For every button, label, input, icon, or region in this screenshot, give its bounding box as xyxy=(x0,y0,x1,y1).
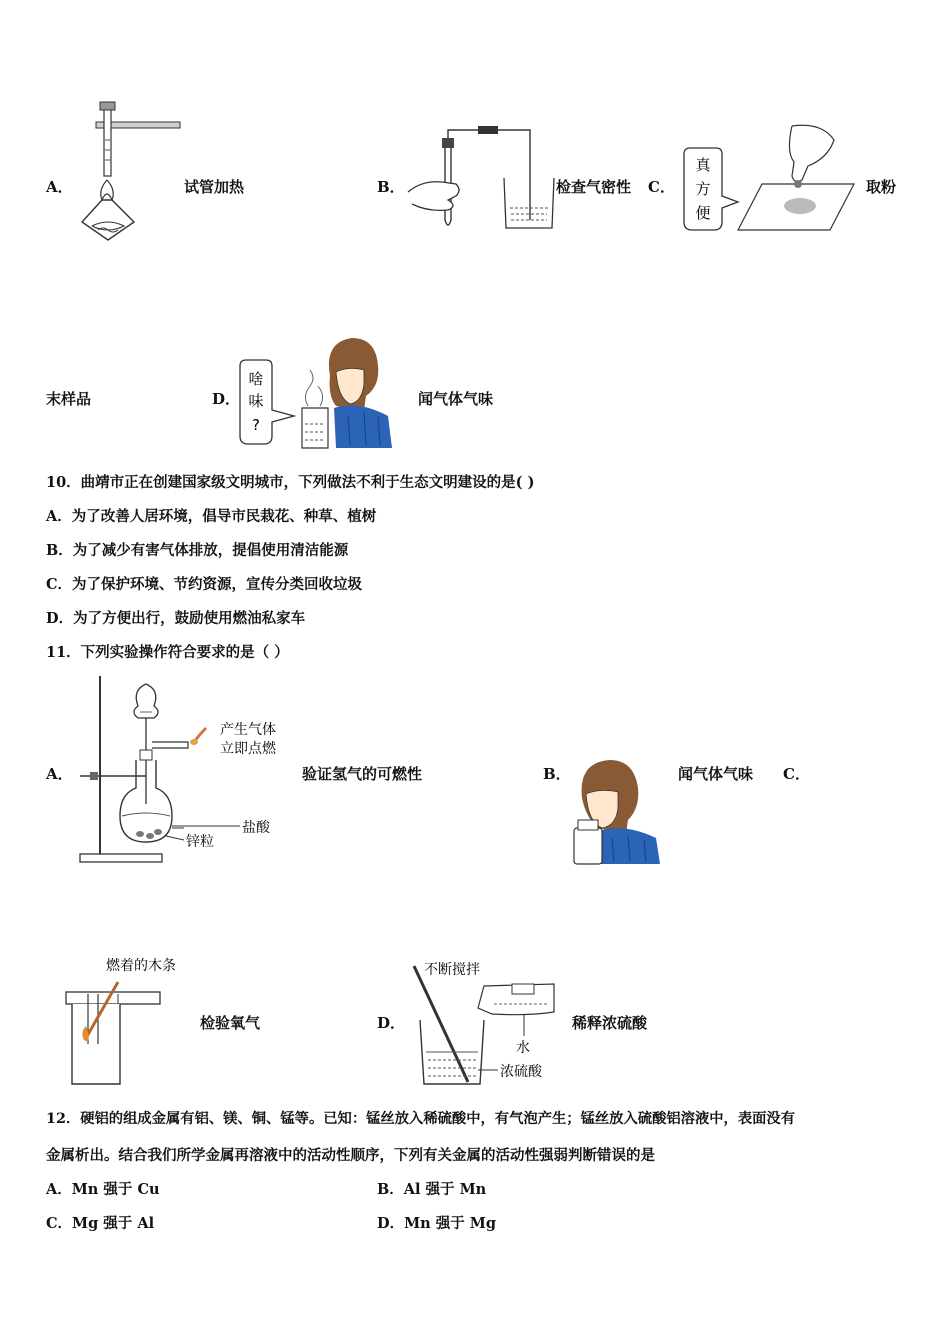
q9-c-bubble-char-3: 便 xyxy=(695,204,711,222)
q9-option-a-letter: A． xyxy=(46,178,73,196)
q10-stem: 10．曲靖市正在创建国家级文明城市，下列做法不利于生态文明建设的是( ) xyxy=(46,474,535,491)
q9-option-a-caption: 试管加热 xyxy=(184,178,245,196)
q11-option-a-caption: 验证氢气的可燃性 xyxy=(302,765,423,783)
q12-option-a: A．Mn 强于 Cu xyxy=(46,1181,160,1198)
q10-option-d: D．为了方便出行，鼓励使用燃油私家车 xyxy=(46,610,306,627)
q11-option-b-caption: 闻气体气味 xyxy=(678,765,754,783)
q10-option-c: C．为了保护环境、节约资源，宣传分类回收垃圾 xyxy=(46,576,363,593)
q9-figure-b-airtightness-check xyxy=(408,120,558,235)
q11-option-d-letter: D． xyxy=(377,1014,406,1032)
q11-d-label-acid: 浓硫酸 xyxy=(500,1064,542,1080)
q11-option-c-caption: 检验氧气 xyxy=(200,1014,261,1032)
q12-option-c: C．Mg 强于 Al xyxy=(46,1215,155,1232)
q12-option-d: D．Mn 强于 Mg xyxy=(377,1215,496,1232)
q11-figure-a-hydrogen-apparatus xyxy=(80,676,295,868)
q9-figure-a-test-tube-heating xyxy=(78,100,188,245)
q9-figure-c-powder-sampling xyxy=(682,122,862,237)
q9-c-bubble-char-2: 方 xyxy=(695,180,711,198)
q11-stem: 11．下列实验操作符合要求的是（ ） xyxy=(46,644,289,661)
q9-option-c-caption-continued: 末样品 xyxy=(46,390,92,408)
q11-a-label-zinc: 锌粒 xyxy=(186,834,214,850)
q10-option-b: B．为了减少有害气体排放，提倡使用清洁能源 xyxy=(46,542,349,559)
q11-d-label-stir: 不断搅拌 xyxy=(424,962,480,978)
q11-c-label-stick: 燃着的木条 xyxy=(106,958,176,974)
q11-a-label-gas-line1: 产生气体 xyxy=(220,722,276,738)
q11-d-label-water: 水 xyxy=(516,1040,530,1056)
q10-option-a: A．为了改善人居环境，倡导市民栽花、种草、植树 xyxy=(46,508,377,525)
q11-option-c-letter: C． xyxy=(783,765,810,783)
q9-d-bubble-char-2: 味 xyxy=(248,392,264,410)
q11-option-a-letter: A． xyxy=(46,765,73,783)
q11-figure-b-smelling-gas xyxy=(572,758,662,866)
q9-option-b-caption: 检查气密性 xyxy=(556,178,632,196)
q9-d-bubble-char-3: ? xyxy=(252,416,260,434)
q9-option-d-letter: D． xyxy=(212,390,241,408)
q11-a-label-acid: 盐酸 xyxy=(242,820,270,836)
q11-figure-d-dilute-sulfuric-acid xyxy=(408,956,568,1088)
q12-stem-line2: 金属析出。结合我们所学金属再溶液中的活动性顺序，下列有关金属的活动性强弱判断错误的是 xyxy=(46,1147,655,1164)
q9-option-c-letter: C． xyxy=(648,178,675,196)
q11-figure-c-oxygen-test xyxy=(62,954,202,1089)
q11-option-b-letter: B． xyxy=(543,765,571,783)
q9-option-d-caption: 闻气体气味 xyxy=(418,390,494,408)
q11-a-label-gas-line2: 立即点燃 xyxy=(220,741,276,757)
q11-option-d-caption: 稀释浓硫酸 xyxy=(572,1014,648,1032)
q9-d-bubble-char-1: 啥 xyxy=(248,370,264,388)
q12-option-b: B．Al 强于 Mn xyxy=(377,1181,487,1198)
q9-option-b-letter: B． xyxy=(377,178,405,196)
q9-c-bubble-char-1: 真 xyxy=(695,156,711,174)
q9-option-c-caption: 取粉 xyxy=(866,178,897,196)
q12-stem-line1: 12．硬铝的组成金属有铝、镁、铜、锰等。已知：锰丝放入稀硫酸中，有气泡产生；锰丝放入硫酸铝溶液中，表面没有 xyxy=(46,1111,796,1127)
q9-figure-d-smelling-gas xyxy=(238,336,398,451)
